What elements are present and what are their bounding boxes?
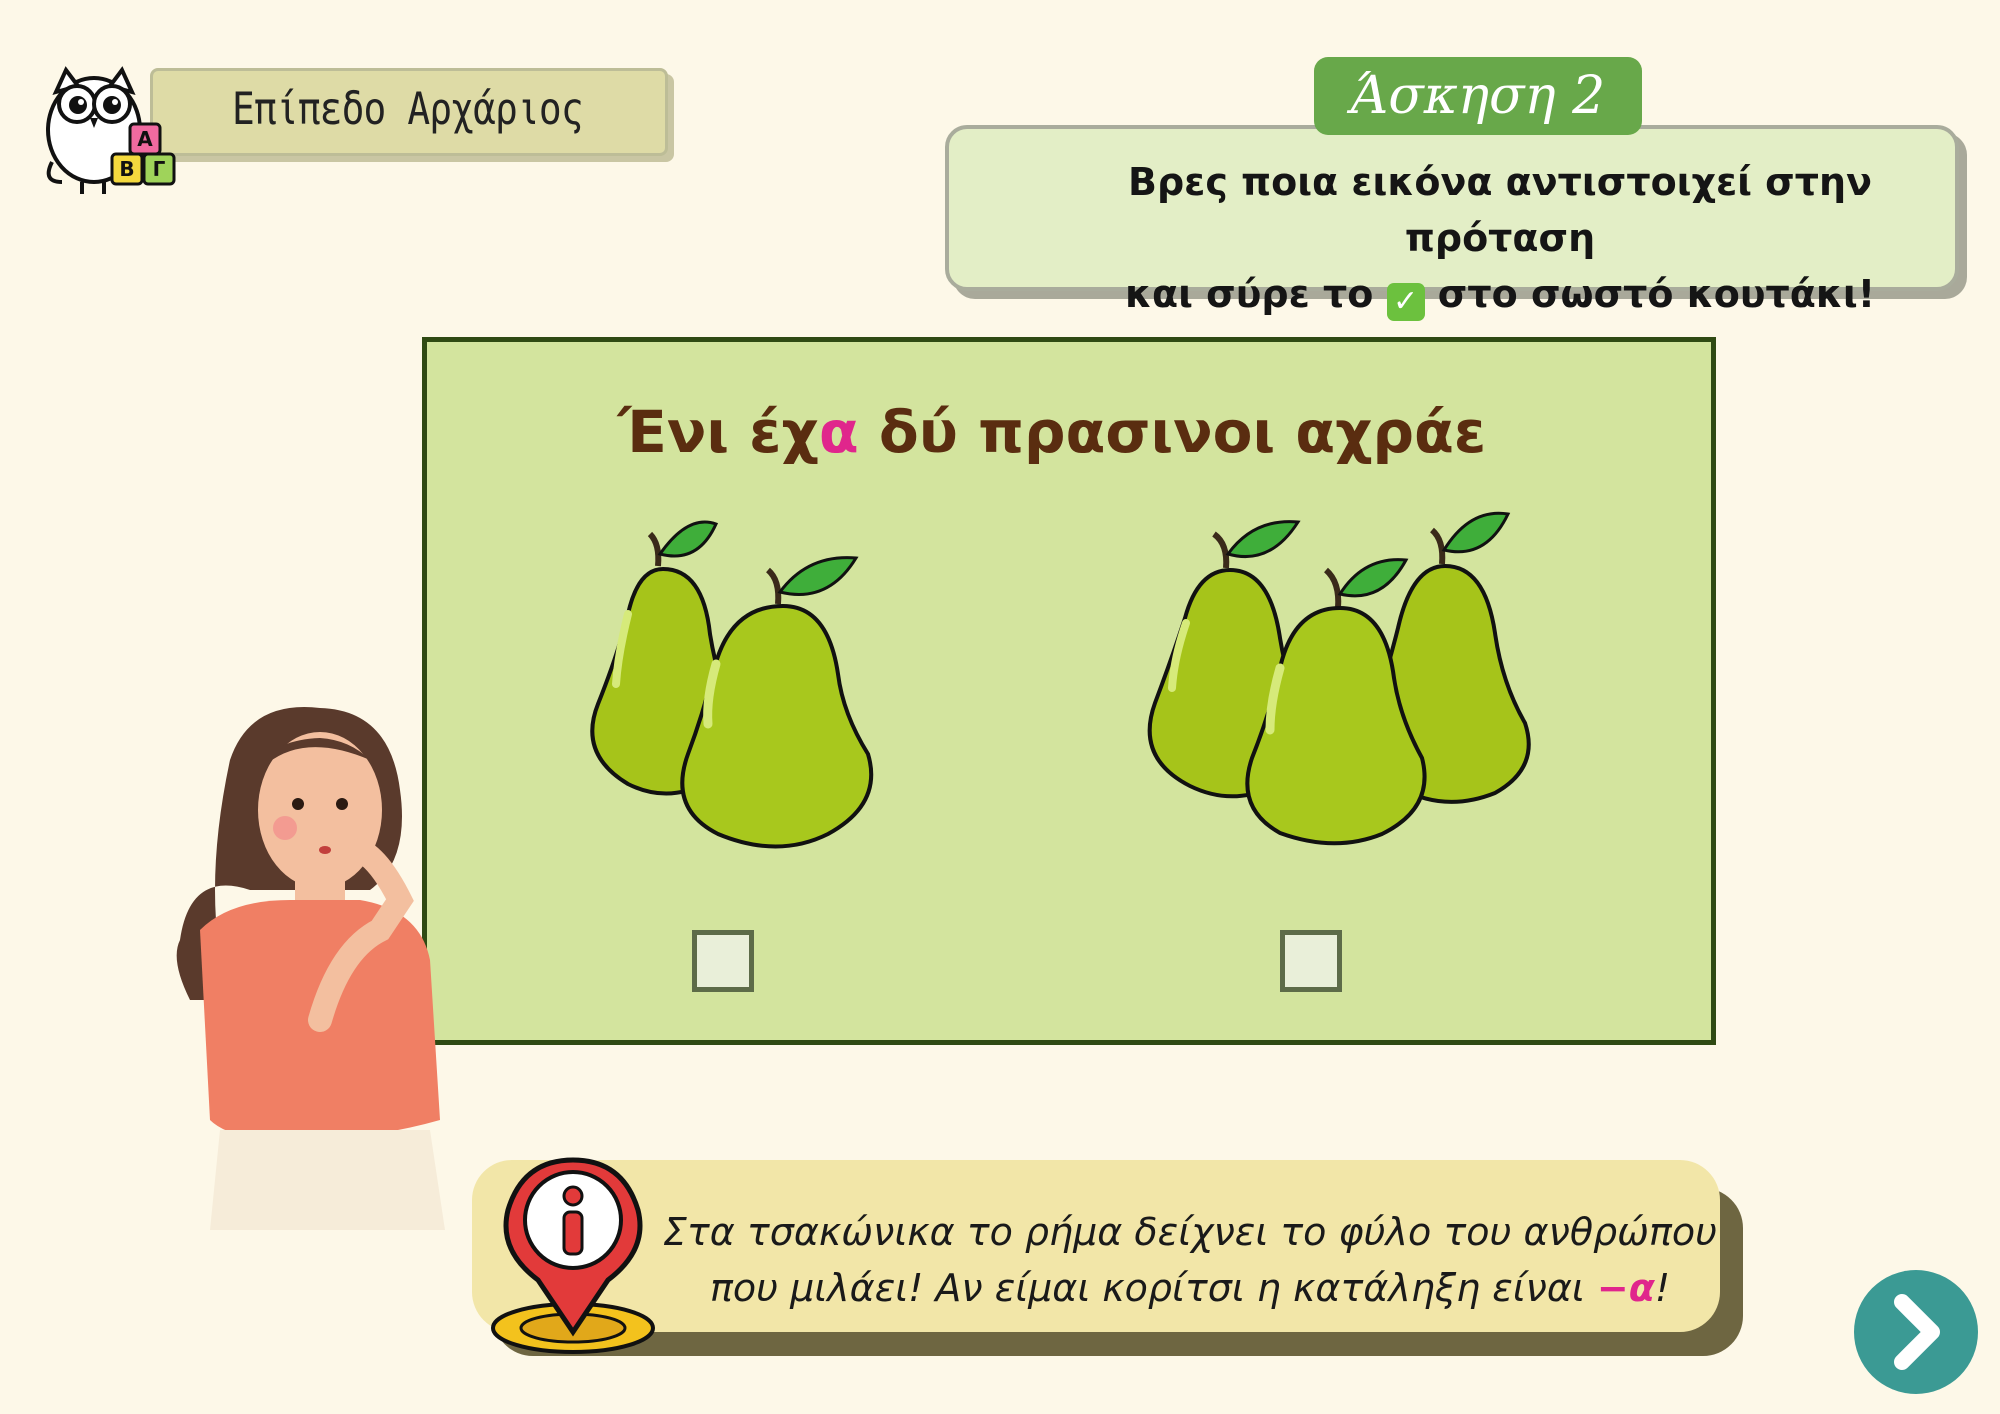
owl-logo-icon xyxy=(32,42,192,202)
instruction-text xyxy=(1050,154,1950,322)
pear-middle xyxy=(1247,560,1424,844)
info-line-2: που μιλάει! Αν είμαι κορίτσι η κατάληξη είναι −α! xyxy=(709,1266,1671,1310)
level-label: Επίπεδο Αρχάριος xyxy=(232,84,583,135)
teacher-illustration xyxy=(170,700,500,1230)
info-line-1: Στα τσακώνικα το ρήμα δείχνει το φύλο του ανθρώπου xyxy=(662,1210,1718,1254)
answer-checkbox-three-pears[interactable] xyxy=(1280,930,1342,992)
chevron-right-icon xyxy=(1854,1270,1978,1394)
answer-checkbox-two-pears[interactable] xyxy=(692,930,754,992)
two-pears-image[interactable] xyxy=(588,514,898,854)
logo-block-alpha: Α xyxy=(137,127,153,151)
exercise-label: Άσκηση 2 xyxy=(1314,57,1642,135)
info-text xyxy=(660,1204,1720,1316)
info-icon xyxy=(478,1150,668,1360)
logo-block-beta: Β xyxy=(119,157,135,181)
instruction-line-2: και σύρε το ✓ στο σωστό κουτάκι! xyxy=(1124,272,1876,319)
sentence-highlight: α xyxy=(818,398,859,466)
three-pears-image[interactable] xyxy=(1130,508,1550,858)
logo-block-gamma: Γ xyxy=(152,157,166,181)
info-highlight: −α xyxy=(1596,1266,1655,1310)
instruction-line-1: Βρες ποια εικόνα αντιστοιχεί στην πρόταση xyxy=(1128,160,1872,260)
next-button[interactable] xyxy=(1854,1270,1978,1394)
exercise-sentence: Ένι έχα δύ πρασινοι αχράε xyxy=(617,398,1487,466)
checkmark-icon[interactable]: ✓ xyxy=(1387,283,1425,321)
pear-front xyxy=(682,558,871,847)
